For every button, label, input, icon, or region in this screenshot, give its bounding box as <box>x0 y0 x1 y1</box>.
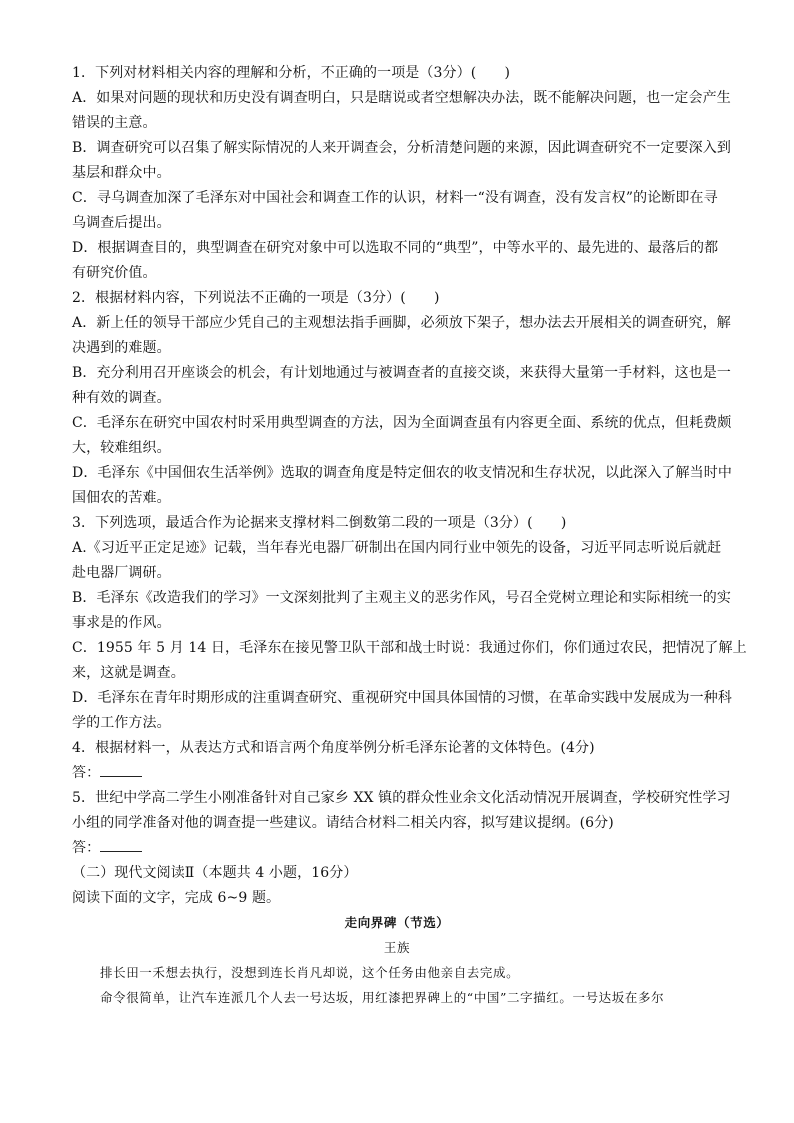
answer-label: 答： <box>72 840 101 856</box>
q4-answer <box>72 764 732 782</box>
answer-label: 答： <box>72 765 101 781</box>
q5-stem-cont: 小组的同学准备对他的调查提一些建议。请结合材料二相关内容，拟写建议提纲。(6分) <box>72 815 614 831</box>
q4-stem: 4．根据材料一，从表达方式和语言两个角度举例分析毛泽东论著的文体特色。(4分) <box>72 740 595 756</box>
q3-stem: 3．下列选项，最适合作为论据来支撑材料二倒数第二段的一项是（3分）( ) <box>72 515 567 531</box>
q2-option-a-cont: 决遇到的难题。 <box>72 340 171 356</box>
q1-option-d-cont: 有研究价值。 <box>72 265 157 281</box>
q3-option-d: D．毛泽东在青年时期形成的注重调查研究、重视研究中国具体国情的习惯，在革命实践中发展成为一种科 <box>72 690 732 706</box>
q1-option-d: D．根据调查目的，典型调查在研究对象中可以选取不同的“典型”，中等水平的、最先进的、最落后的都 <box>72 240 719 256</box>
q2-option-d-cont: 国佃农的苦难。 <box>72 490 171 506</box>
q3-option-d-cont: 学的工作方法。 <box>72 715 171 731</box>
q1-option-b: B．调查研究可以召集了解实际情况的人来开调查会，分析清楚问题的来源，因此调查研究不一定要深入到 <box>72 140 731 156</box>
q1-option-a-cont: 错误的主意。 <box>72 115 157 131</box>
q5-stem: 5．世纪中学高二学生小刚准备针对自己家乡 XX 镇的群众性业余文化活动情况开展调查，学校研究性学习 <box>72 790 731 806</box>
reading-instruction: 阅读下面的文字，完成 6~9 题。 <box>72 890 281 906</box>
q1-option-c: C．寻乌调查加深了毛泽东对中国社会和调查工作的认识，材料一“没有调查，没有发言权”的论断即在寻 <box>72 190 718 206</box>
q2-option-a: A．新上任的领导干部应少凭自己的主观想法指手画脚，必须放下架子，想办法去开展相关的调查研究，解 <box>72 315 731 331</box>
q1-option-a: A．如果对问题的现状和历史没有调查明白，只是瞎说或者空想解决办法，既不能解决问题，也一定会产生 <box>72 90 731 106</box>
q3-option-a-cont: 赴电器厂调研。 <box>72 565 171 581</box>
q3-option-c: C．1955 年 5 月 14 日，毛泽东在接见警卫队干部和战士时说：我通过你们，你们通过农民，把情况了解上 <box>72 640 747 656</box>
q3-option-b-cont: 事求是的作风。 <box>72 615 171 631</box>
q2-option-b-cont: 种有效的调查。 <box>72 390 171 406</box>
passage-author: 王族 <box>383 940 411 955</box>
passage-paragraph-2: 命令很简单，让汽车连派几个人去一号达坂，用红漆把界碑上的“中国”二字描红。一号达坂在多尔 <box>100 990 665 1005</box>
q3-option-b: B．毛泽东《改造我们的学习》一文深刻批判了主观主义的恶劣作风，号召全党树立理论和实际相统一的实 <box>72 590 731 606</box>
q5-answer <box>72 839 732 857</box>
q1-stem: 1．下列对材料相关内容的理解和分析，不正确的一项是（3分）( ) <box>72 65 511 81</box>
passage-title: 走向界碑（节选） <box>344 915 450 930</box>
q3-option-a: A.《习近平正定足迹》记载，当年春光电器厂研制出在国内同行业中领先的设备，习近平同志听说后就赶 <box>72 540 722 556</box>
answer-blank[interactable] <box>100 764 142 777</box>
q2-stem: 2．根据材料内容，下列说法不正确的一项是（3分）( ) <box>72 290 440 306</box>
answer-blank[interactable] <box>100 839 142 852</box>
q1-option-b-cont: 基层和群众中。 <box>72 165 171 181</box>
q2-option-c-cont: 大，较难组织。 <box>72 440 171 456</box>
q1-option-c-cont: 乌调查后提出。 <box>72 215 171 231</box>
q3-option-c-cont: 来，这就是调查。 <box>72 665 185 681</box>
q2-option-c: C．毛泽东在研究中国农村时采用典型调查的方法，因为全面调查虽有内容更全面、系统的优点，但耗费颇 <box>72 415 732 431</box>
section-heading: （二）现代文阅读Ⅱ（本题共 4 小题，16分） <box>72 865 358 881</box>
q2-option-b: B．充分利用召开座谈会的机会，有计划地通过与被调查者的直接交谈，来获得大量第一手材料，这也是一 <box>72 365 731 381</box>
passage-paragraph-1: 排长田一禾想去执行，没想到连长肖凡却说，这个任务由他亲自去完成。 <box>100 965 520 980</box>
q2-option-d: D．毛泽东《中国佃农生活举例》选取的调查角度是特定佃农的收支情况和生存状况，以此深入了解当时中 <box>72 465 732 481</box>
